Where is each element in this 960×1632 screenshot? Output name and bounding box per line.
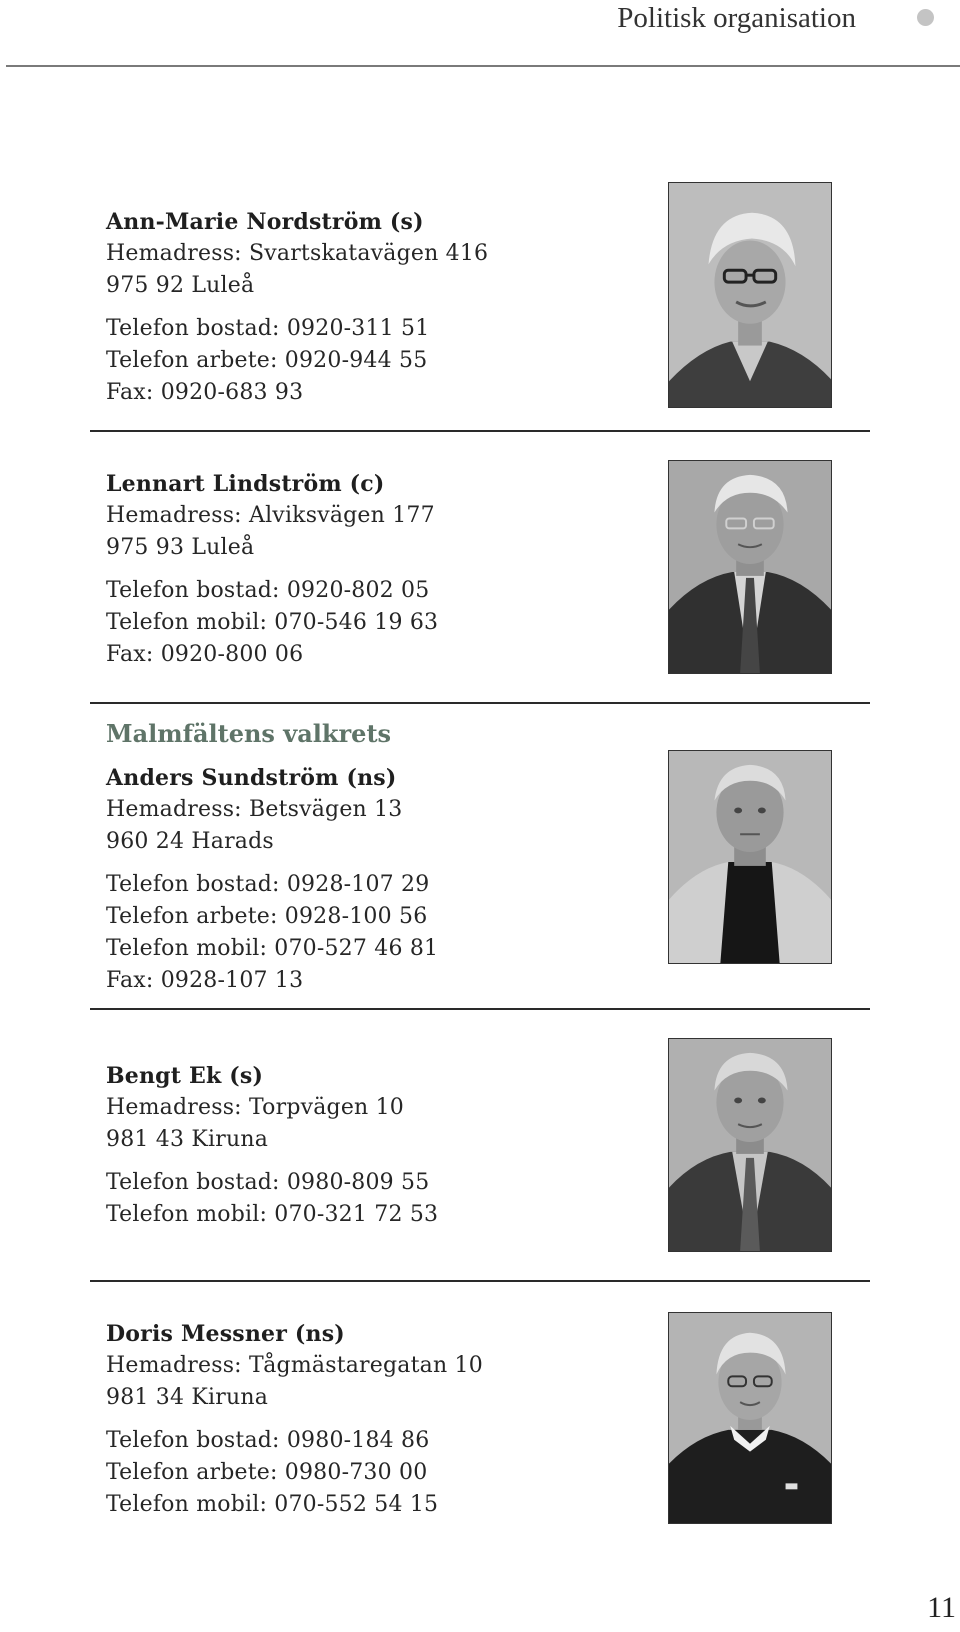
contact-entry-1 [106,206,626,409]
phone-home: Telefon bostad: 0920-802 05 [106,578,430,603]
postal-address: 960 24 Harads [106,829,274,854]
portrait-photo [668,182,832,408]
home-address: Hemadress: Betsvägen 13 [106,797,403,822]
postal-address: 981 34 Kiruna [106,1385,269,1410]
person-name: Ann-Marie Nordström (s) [106,209,424,235]
postal-address: 975 92 Luleå [106,273,255,298]
header-bullet-dot [917,9,934,26]
home-address: Hemadress: Torpvägen 10 [106,1095,405,1120]
portrait-photo [668,1312,832,1524]
phone-mobile: Telefon mobil: 070-527 46 81 [106,936,439,961]
fax: Fax: 0920-800 06 [106,642,304,667]
header-rule [6,65,960,67]
section-divider [90,1008,870,1010]
home-address: Hemadress: Tågmästaregatan 10 [106,1353,483,1378]
phone-work: Telefon arbete: 0928-100 56 [106,904,428,929]
portrait-photo [668,1038,832,1252]
phone-mobile: Telefon mobil: 070-321 72 53 [106,1202,439,1227]
phone-mobile: Telefon mobil: 070-552 54 15 [106,1492,439,1517]
page-header-title: Politisk organisation [617,2,856,34]
fax: Fax: 0920-683 93 [106,380,304,405]
phone-home: Telefon bostad: 0928-107 29 [106,872,430,897]
phone-work: Telefon arbete: 0920-944 55 [106,348,428,373]
postal-address: 981 43 Kiruna [106,1127,269,1152]
person-name: Bengt Ek (s) [106,1063,264,1089]
contact-entry-2 [106,468,626,671]
contact-entry-4 [106,1060,626,1231]
phone-work: Telefon arbete: 0980-730 00 [106,1460,428,1485]
page-number: 11 [927,1591,956,1624]
postal-address: 975 93 Luleå [106,535,255,560]
contact-entry-3 [106,762,626,997]
home-address: Hemadress: Svartskatavägen 416 [106,241,489,266]
phone-home: Telefon bostad: 0980-184 86 [106,1428,430,1453]
person-name: Doris Messner (ns) [106,1321,345,1347]
phone-home: Telefon bostad: 0920-311 51 [106,316,430,341]
section-divider [90,1280,870,1282]
portrait-photo [668,460,832,674]
fax: Fax: 0928-107 13 [106,968,304,993]
person-name: Anders Sundström (ns) [106,765,397,791]
section-divider [90,702,870,704]
portrait-photo [668,750,832,964]
person-name: Lennart Lindström (c) [106,471,385,497]
phone-mobile: Telefon mobil: 070-546 19 63 [106,610,439,635]
home-address: Hemadress: Alviksvägen 177 [106,503,435,528]
section-divider [90,430,870,432]
contact-entry-5 [106,1318,626,1521]
section-heading: Malmfältens valkrets [106,719,392,748]
phone-home: Telefon bostad: 0980-809 55 [106,1170,430,1195]
